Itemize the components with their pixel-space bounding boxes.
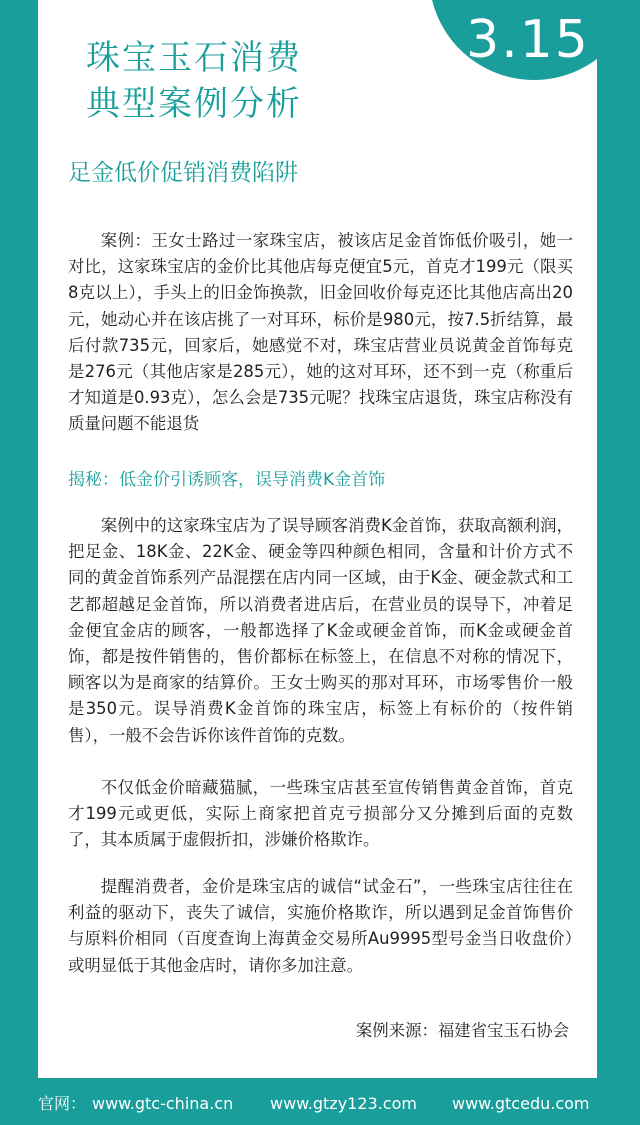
case-paragraph: 案例：王女士路过一家珠宝店，被该店足金首饰低价吸引，她一对比，这家珠宝店的金价比其他店每克便宜5元，首克才199元（限买8克以上），手头上的旧金饰换款，旧金回收价每克还比其他店高出20元，她动心并在该店挑了一对耳环，标价是980元，按7.5折结算，最后付款735元，回家后，她感觉不对，珠宝店营业员说黄金首饰每克是276元（其他店家是285元），她的这对耳环，还不到一克（称重后才知道是0.93克），怎么会是735元呢？找珠宝店退货，珠宝店称没有质量问题不能退货 bbox=[68, 231, 573, 434]
article-card bbox=[38, 0, 597, 1078]
footer-bar bbox=[0, 1083, 640, 1125]
footer-link-gtzy123[interactable]: www.gtzy123.com bbox=[270, 1094, 417, 1113]
badge-315: 3.15 bbox=[466, 10, 590, 70]
title-line-2: 典型案例分析 bbox=[86, 84, 302, 124]
reveal-paragraph-1: 案例中的这家珠宝店为了误导顾客消费K金首饰，获取高额利润，把足金、18K金、22K金、硬金等四种颜色相同，含量和计价方式不同的黄金首饰系列产品混摆在店内同一区域，由于K金、硬金款式和工艺都超越足金首饰，所以消费者进店后，在营业员的误导下，冲着足金便宜金店的顾客，一般都选择了K金或硬金首饰，而K金或硬金首饰，都是按件销售的，售价都标在标签上，在信息不对称的情况下，顾客以为是商家的结算价。王女士购买的那对耳环，市场零售价一般是350元。误导消费K金首饰的珠宝店，标签上有标价的（按件销售），一般不会告诉你该件首饰的克数。 bbox=[68, 516, 573, 745]
reminder-paragraph: 提醒消费者，金价是珠宝店的诚信“试金石”，一些珠宝店往往在利益的驱动下，丧失了诚信，实施价格欺诈，所以遇到足金首饰售价与原料价相同（百度查询上海黄金交易所Au9995型号金当日收盘价）或明显低于其他金店时，请你多加注意。 bbox=[68, 877, 573, 975]
page-title bbox=[86, 35, 302, 127]
reveal-heading: 揭秘：低金价引诱顾客，误导消费K金首饰 bbox=[68, 470, 386, 490]
reveal-paragraph-2: 不仅低金价暗藏猫腻，一些珠宝店甚至宣传销售黄金首饰，首克才199元或更低，实际上商家把首克亏损部分又分摊到后面的克数了，其本质属于虚假折扣，涉嫌价格欺诈。 bbox=[68, 778, 573, 850]
footer-link-gtcedu[interactable]: www.gtcedu.com bbox=[452, 1094, 590, 1113]
footer-label: 官网： bbox=[38, 1094, 87, 1113]
section-subtitle: 足金低价促销消费陷阱 bbox=[68, 160, 298, 186]
case-source: 案例来源：福建省宝玉石协会 bbox=[355, 1021, 569, 1040]
footer-link-gtc-china[interactable]: www.gtc-china.cn bbox=[92, 1094, 234, 1113]
title-line-1: 珠宝玉石消费 bbox=[86, 38, 302, 78]
